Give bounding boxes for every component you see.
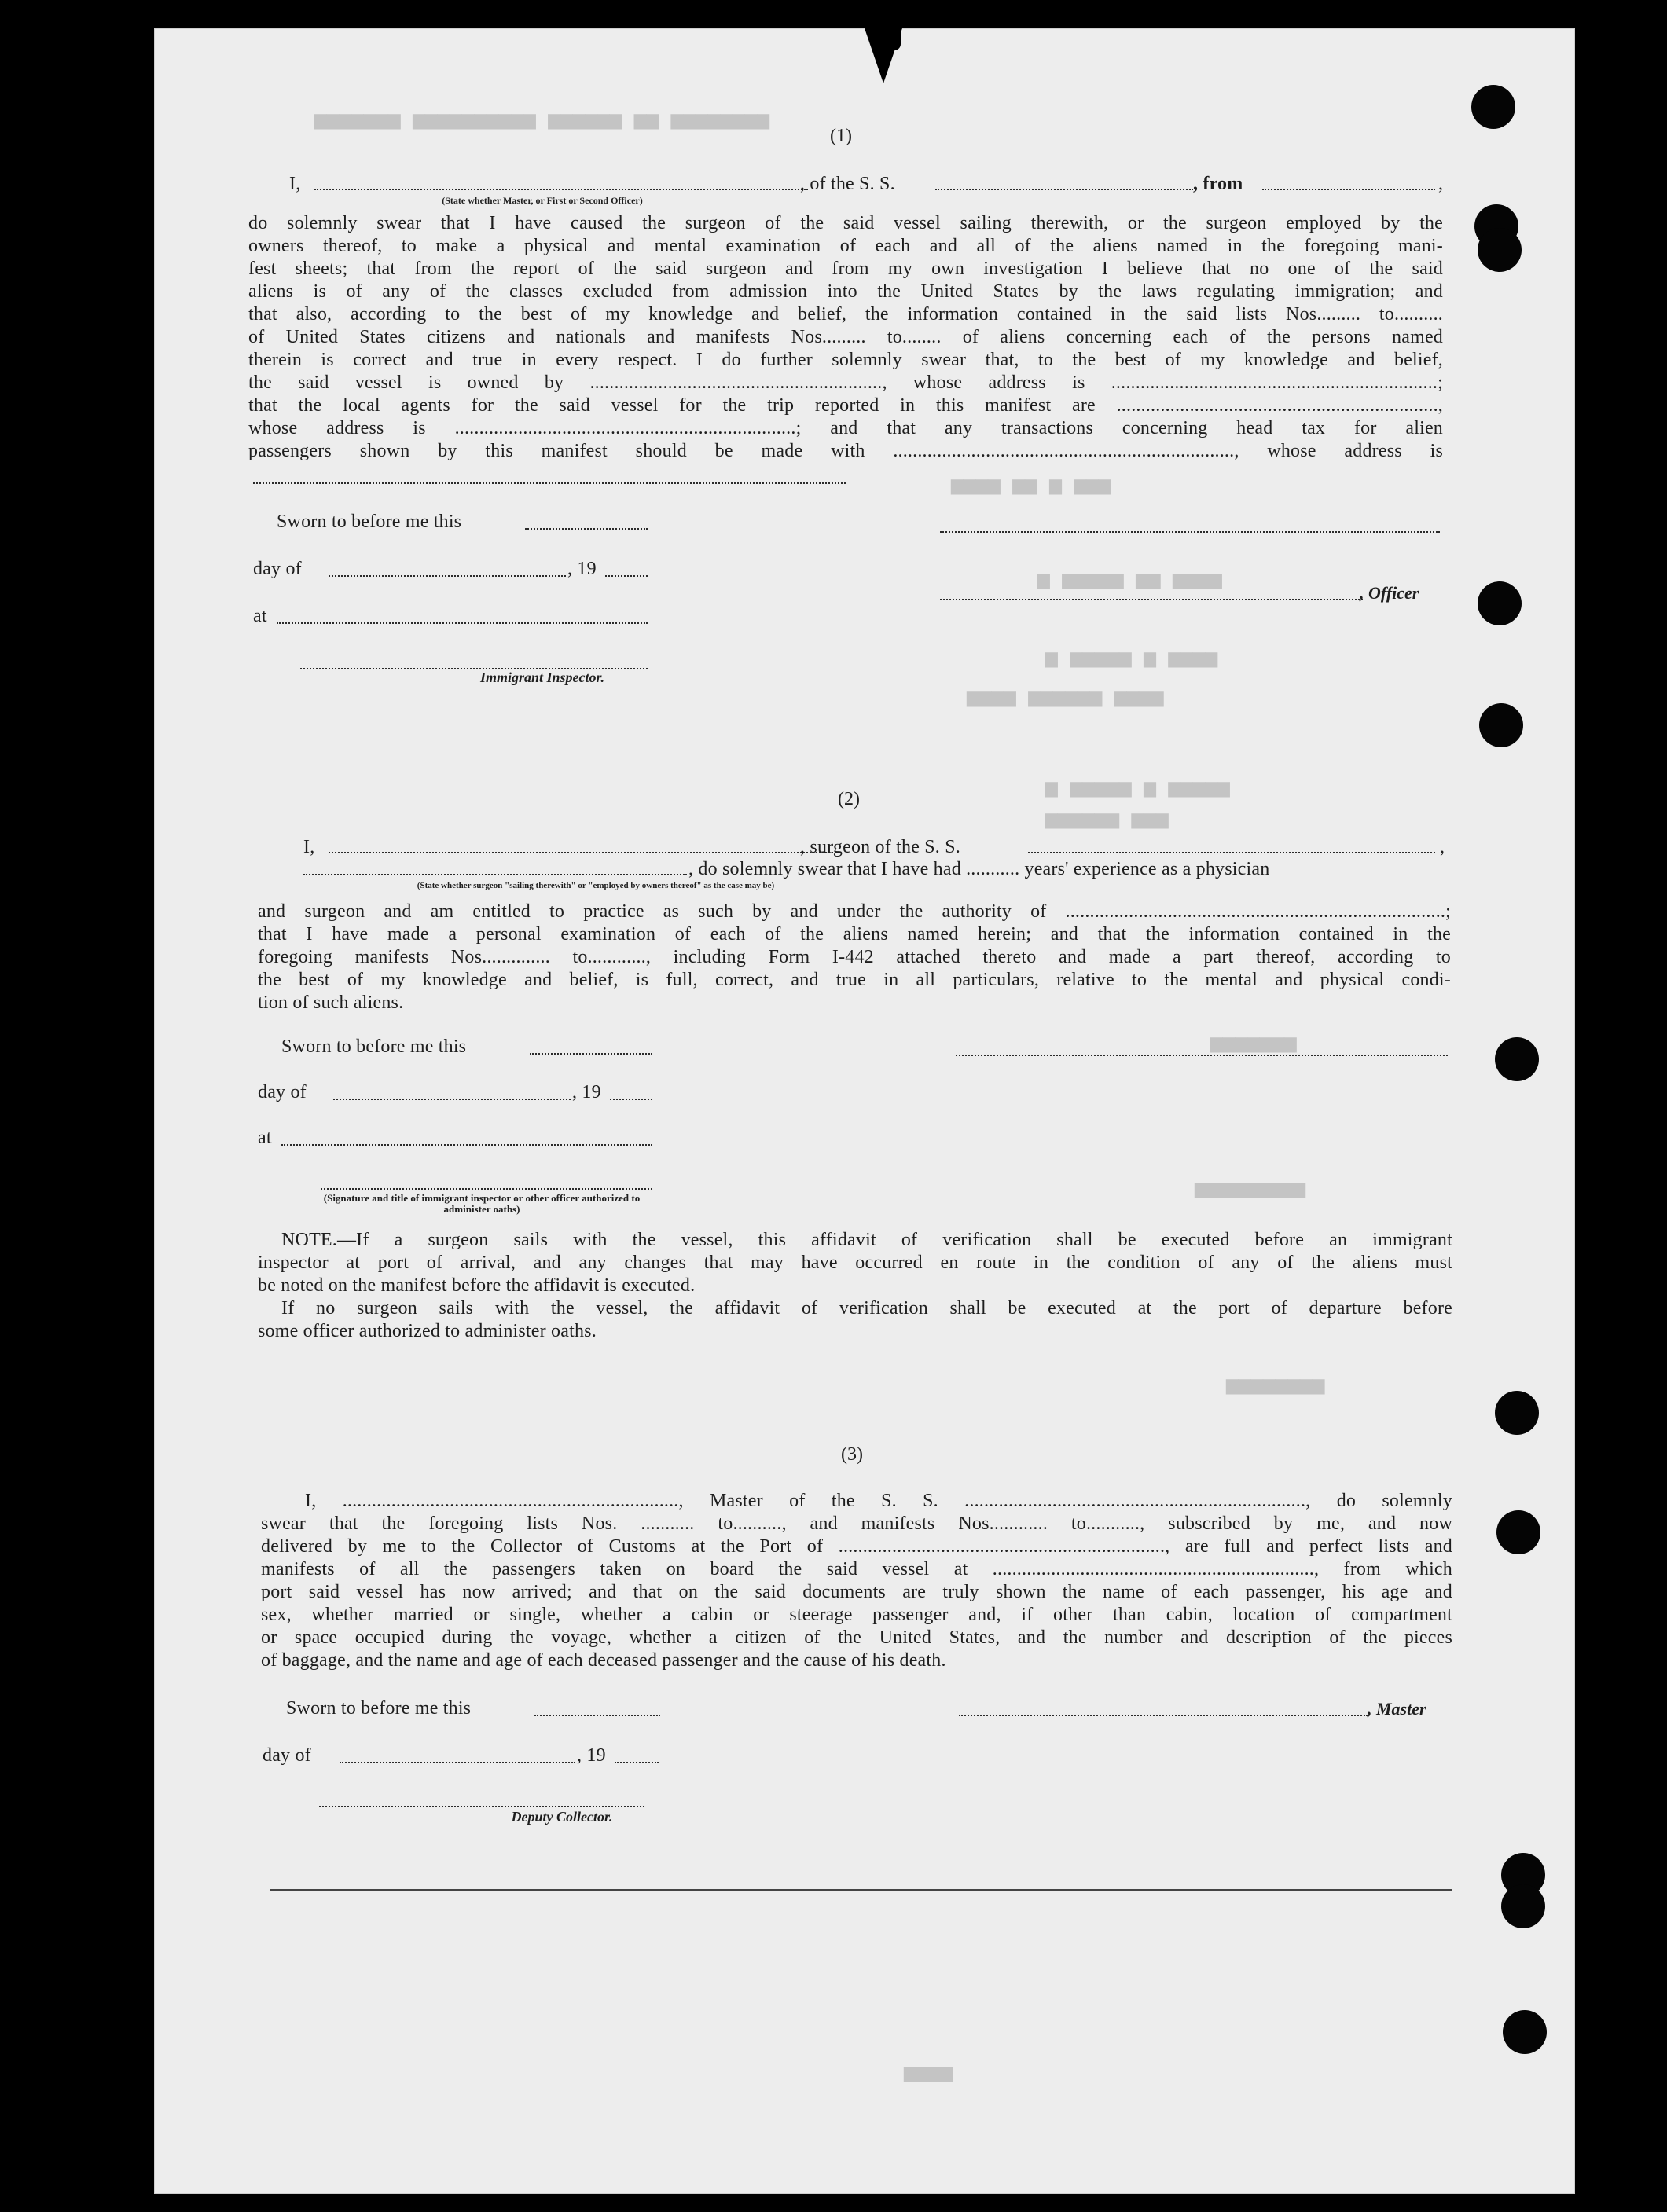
punch-hole: [1496, 1510, 1540, 1554]
master-label: , Master: [1368, 1699, 1426, 1719]
vessel-name-field[interactable]: [935, 189, 1193, 190]
year-field[interactable]: [610, 1099, 652, 1100]
section-2-first-line: [303, 836, 1451, 860]
surgeon-status-field[interactable]: [303, 874, 687, 875]
section-1-day-of-label: day of: [253, 559, 302, 579]
surgeon-name-field[interactable]: [329, 852, 833, 853]
inspector-signature-field[interactable]: [321, 1188, 652, 1190]
section-3-number: (3): [841, 1444, 863, 1465]
text-line: that I have made a personal examination of each of the aliens named herein; and that the information contained in the: [258, 924, 1451, 945]
year-prefix: , 19: [567, 559, 597, 579]
text-line: that the local agents for the said vessel for the trip reported in this manifest are ..................................................................,: [248, 395, 1443, 416]
year-field[interactable]: [615, 1762, 659, 1763]
text-line: foregoing manifests Nos.............. to............, including Form I-442 attached thereto and made a part thereof, according to: [258, 947, 1451, 967]
at-place-field[interactable]: [277, 622, 648, 624]
text-line: inspector at port of arrival, and any changes that may have occurred en route in the condition of any of the aliens must: [258, 1253, 1452, 1273]
bleed-through: ▅ ▅▅▅▅▅ ▅▅ ▅▅▅▅: [1037, 567, 1222, 590]
section-3-sworn-label: Sworn to before me this: [286, 1698, 472, 1719]
text-line: sex, whether married or single, whether a cabin or steerage passenger and, if other than cabin, location of compartment: [261, 1605, 1452, 1625]
label-i: I,: [303, 837, 315, 857]
bottom-rule: [270, 1889, 1452, 1891]
text-line: that also, according to the best of my knowledge and belief, the information contained in the said lists Nos......... to..........: [248, 304, 1443, 325]
text-line: I, ....................................................................., Master of the S. S. ......................................................................, do solemnly: [305, 1491, 1452, 1511]
note-surgeon-sails: [258, 1229, 1452, 1343]
torn-corner: [887, 28, 901, 50]
bleed-through: ▅▅▅▅: [904, 2060, 953, 2083]
text-line: of United States citizens and nationals and manifests Nos......... to........ of aliens concerning each of the persons named: [248, 327, 1443, 347]
text-line: manifests of all the passengers taken on board the said vessel at .................................................................., from which: [261, 1559, 1452, 1579]
officer-signature-line-top[interactable]: [940, 531, 1440, 533]
immigrant-inspector-label: Immigrant Inspector.: [479, 669, 605, 685]
text-line: some officer authorized to administer oaths.: [258, 1321, 597, 1341]
text-line: aliens is of any of the classes excluded from admission into the United States by the laws regulating immigration; and: [248, 281, 1443, 302]
deputy-collector-label: Deputy Collector.: [511, 1809, 613, 1825]
surgeon-vessel-field[interactable]: [1028, 852, 1435, 853]
deputy-collector-signature-field[interactable]: [319, 1806, 644, 1807]
experience-line: , do solemnly swear that I have had ........... years' experience as a physician: [688, 859, 1270, 879]
line-end-comma: ,: [1438, 174, 1444, 194]
section-1-at-label: at: [253, 606, 267, 626]
punch-hole: [1478, 581, 1522, 625]
text-line: the said vessel is owned by ............................................................, whose address is ...................................................................;: [248, 372, 1443, 393]
punch-hole: [1495, 1037, 1539, 1081]
section-2-affidavit-text: [258, 901, 1451, 1014]
section-1-sworn-label: Sworn to before me this: [277, 512, 462, 532]
officer-rank-note: (State whether Master, or First or Second Officer): [442, 195, 643, 206]
text-line: fest sheets; that from the report of the said surgeon and from my own investigation I believe that no one of the said: [248, 259, 1443, 279]
text-line: If no surgeon sails with the vessel, the affidavit of verification shall be executed at the port of departure before: [281, 1298, 1452, 1319]
label-of-the-ss: , of the S. S.: [800, 174, 895, 194]
surgeon-signature-field[interactable]: [956, 1055, 1448, 1056]
year-prefix: , 19: [572, 1082, 601, 1102]
label-from: , from: [1193, 174, 1243, 194]
section-3-day-of-label: day of: [263, 1745, 311, 1766]
bleed-through: ▅ ▅▅▅▅▅ ▅ ▅▅▅▅: [1045, 645, 1217, 669]
sworn-date-field[interactable]: [530, 1053, 652, 1055]
text-line: be noted on the manifest before the affidavit is executed.: [258, 1275, 696, 1296]
text-line: of baggage, and the name and age of each deceased passenger and the cause of his death.: [261, 1650, 946, 1671]
day-of-field[interactable]: [340, 1762, 575, 1763]
text-line: whose address is ......................................................................; and that any transactions concerning head tax for alien: [248, 418, 1443, 438]
punch-hole: [1495, 1391, 1539, 1435]
year-field[interactable]: [605, 575, 648, 577]
section-2-number: (2): [838, 789, 860, 809]
text-line: the best of my knowledge and belief, is full, correct, and true in all particulars, relative to the mental and physical condi-: [258, 970, 1451, 990]
label-surgeon-of: , surgeon of the S. S.: [800, 837, 960, 857]
punch-hole: [1503, 2010, 1547, 2054]
text-line: delivered by me to the Collector of Customs at the Port of ..................................................................., are full and perfect lists and: [261, 1536, 1452, 1557]
text-line: and surgeon and am entitled to practice as such by and under the authority of ..............................................................................;: [258, 901, 1451, 922]
punch-hole: [1471, 85, 1515, 129]
punch-hole: [1479, 703, 1523, 747]
bleed-through: ▅▅▅▅▅▅▅▅▅: [1195, 1176, 1305, 1199]
text-line: do solemnly swear that I have caused the surgeon of the said vessel sailing therewith, or the surgeon employed by the: [248, 213, 1443, 233]
text-line: NOTE.—If a surgeon sails with the vessel, this affidavit of verification shall be executed before an immigrant: [281, 1230, 1452, 1250]
text-line: owners thereof, to make a physical and mental examination of each and all of the aliens named in the foregoing mani-: [248, 236, 1443, 256]
bleed-through: ▅ ▅▅▅▅▅ ▅ ▅▅▅▅▅: [1045, 775, 1230, 798]
day-of-field[interactable]: [329, 575, 566, 577]
at-place-field[interactable]: [281, 1144, 652, 1146]
label-i: I,: [289, 174, 301, 194]
bleed-through: ▅▅▅▅▅▅▅: [1210, 1030, 1297, 1054]
text-line: therein is correct and true in every respect. I do further solemnly swear that, to the best of my knowledge and belief,: [248, 350, 1443, 370]
officer-signature-field[interactable]: [940, 599, 1363, 600]
surgeon-status-note: (State whether surgeon "sailing therewith" or "employed by owners thereof" as the case may be): [417, 881, 775, 890]
bleed-through: ▅▅▅▅▅▅▅▅: [1226, 1372, 1325, 1396]
master-signature-field[interactable]: [959, 1715, 1368, 1716]
punch-hole: [1478, 228, 1522, 272]
year-prefix: , 19: [577, 1745, 606, 1766]
text-line: swear that the foregoing lists Nos. ........... to.........., and manifests Nos............ to..........., subscribed by me, and now: [261, 1513, 1452, 1534]
line-end-comma: ,: [1440, 837, 1445, 857]
section-2-day-of-label: day of: [258, 1082, 307, 1102]
departure-port-field[interactable]: [1262, 189, 1435, 190]
section-1-number: (1): [830, 126, 852, 146]
bleed-through: ▅▅▅▅ ▅▅ ▅ ▅▅▅: [951, 472, 1111, 496]
text-line: tion of such aliens.: [258, 992, 404, 1013]
day-of-field[interactable]: [333, 1099, 571, 1100]
sworn-date-field[interactable]: [534, 1715, 660, 1716]
section-1-affidavit-text: [248, 212, 1443, 463]
officer-name-field[interactable]: [314, 189, 808, 190]
agent-address-field[interactable]: [253, 482, 846, 484]
text-line: or space occupied during the voyage, whether a citizen of the United States, and the number and description of the pieces: [261, 1627, 1452, 1648]
punch-hole: [1501, 1884, 1545, 1928]
bleed-through: ▅▅▅▅▅▅▅▅ ▅▅ ▅▅▅▅▅▅ ▅▅▅▅▅▅▅▅▅▅ ▅▅▅▅▅▅▅: [314, 107, 769, 130]
section-1-first-line: [289, 173, 1445, 196]
signature-title-note: (Signature and title of immigrant inspector or other officer authorized to administer oaths): [323, 1192, 641, 1215]
text-line: port said vessel has now arrived; and that on the said documents are truly shown the name of each passenger, his age and: [261, 1582, 1452, 1602]
section-2-at-label: at: [258, 1128, 272, 1148]
bleed-through: ▅▅▅▅ ▅▅▅▅▅▅ ▅▅▅▅: [967, 684, 1164, 708]
section-3-affidavit-text: [261, 1490, 1452, 1672]
section-2-sworn-label: Sworn to before me this: [281, 1036, 467, 1057]
text-line: passengers shown by this manifest should be made with ......................................................................, whose address is: [248, 441, 1443, 461]
bleed-through: ▅▅▅▅▅▅ ▅▅▅: [1045, 806, 1169, 830]
officer-label: , Officer: [1360, 583, 1419, 603]
sworn-date-field[interactable]: [525, 528, 648, 530]
